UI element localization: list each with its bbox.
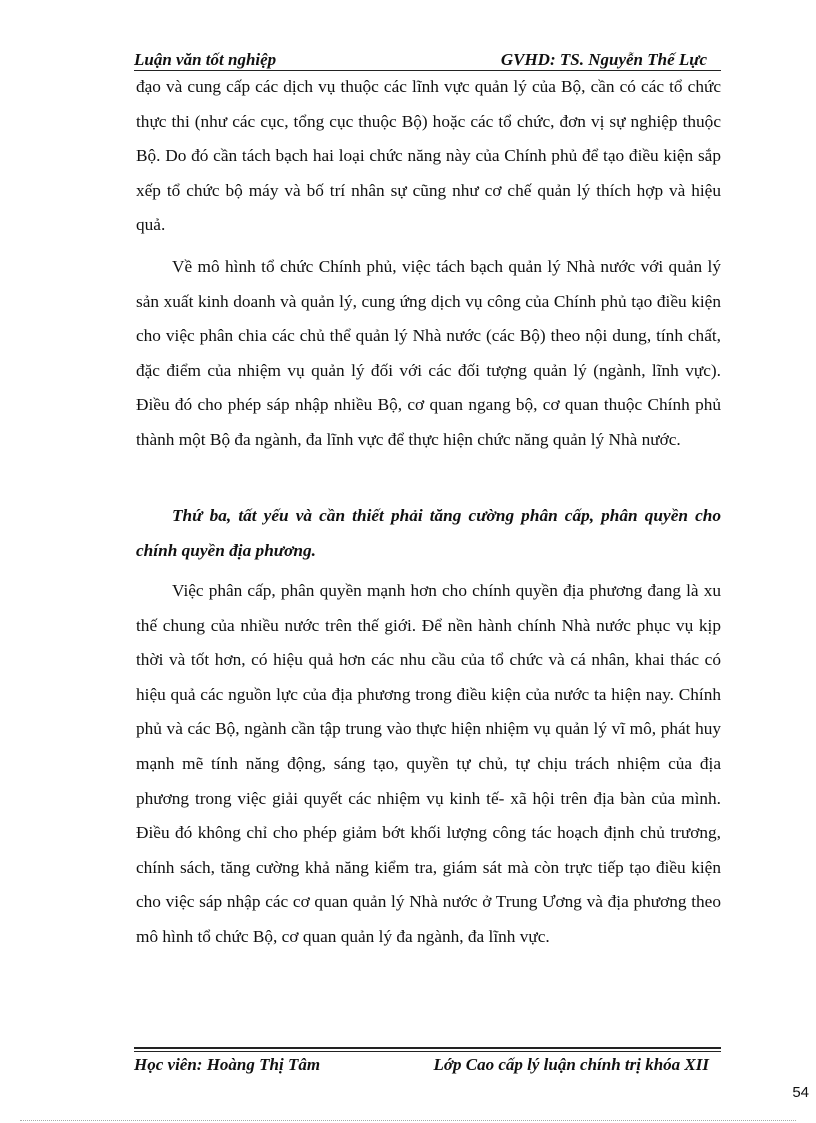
footer-class: Lớp Cao cấp lý luận chính trị khóa XII [433, 1055, 709, 1074]
page-footer [134, 1053, 721, 1077]
page-header [134, 48, 721, 72]
paragraph-3: Việc phân cấp, phân quyền mạnh hơn cho chính quyền địa phương đang là xu thế chung của nhiều nước trên thế giới. Để nền hành chính Nhà nước phục vụ kịp thời và tốt hơn, có hiệu quả hơn các nhu cầu của tổ chức và cá nhân, khai thác có hiệu quả các nguồn lực của địa phương trong điều kiện của nước ta hiện nay. Chính phủ và các Bộ, ngành cần tập trung vào thực hiện nhiệm vụ quản lý vĩ mô, phát huy mạnh mẽ tính năng động, sáng tạo, quyền tự chủ, tự chịu trách nhiệm của địa phương trong việc giải quyết các nhiệm vụ kinh tế- xã hội trên địa bàn của mình. Điều đó không chỉ cho phép giảm bớt khối lượng công tác hoạch định chủ trương, chính sách, tăng cường khả năng kiểm tra, giám sát mà còn trực tiếp tạo điều kiện cho việc sáp nhập các cơ quan quản lý Nhà nước ở Trung Ương và địa phương theo mô hình tổ chức Bộ, cơ quan quản lý đa ngành, đa lĩnh vực. [136, 581, 721, 946]
header-thesis-label: Luận văn tốt nghiệp [134, 50, 277, 69]
section-heading-third: Thứ ba, tất yếu và cần thiết phải tăng cường phân cấp, phân quyền cho chính quyền địa phương. [136, 506, 721, 560]
footer-rule-thin [134, 1051, 721, 1052]
footer-rule [134, 1047, 721, 1049]
footer-student: Học viên: Hoàng Thị Tâm [134, 1055, 321, 1074]
page-number: 54 [792, 1084, 809, 1101]
page-bottom-border [20, 1120, 796, 1121]
header-advisor: GVHD: TS. Nguyễn Thế Lực [500, 50, 707, 69]
paragraph-2: Về mô hình tổ chức Chính phủ, việc tách bạch quản lý Nhà nước với quản lý sản xuất kinh doanh và quản lý, cung ứng dịch vụ công của Chính phủ tạo điều kiện cho việc phân chia các chủ thể quản lý Nhà nước (các Bộ) theo nội dung, tính chất, đặc điểm của nhiệm vụ quản lý đối với các đối tượng quản lý (ngành, lĩnh vực). Điều đó cho phép sáp nhập nhiều Bộ, cơ quan ngang bộ, cơ quan thuộc Chính phủ thành một Bộ đa ngành, đa lĩnh vực để thực hiện chức năng quản lý Nhà nước. [136, 257, 721, 449]
paragraph-1: đạo và cung cấp các dịch vụ thuộc các lĩnh vực quản lý của Bộ, cần có các tổ chức thực thi (như các cục, tổng cục thuộc Bộ) hoặc các tổ chức, đơn vị sự nghiệp thuộc Bộ. Do đó cần tách bạch hai loại chức năng này của Chính phủ để tạo điều kiện sắp xếp tổ chức bộ máy và bố trí nhân sự cũng như cơ chế quản lý thích hợp và hiệu quả. [136, 77, 721, 235]
